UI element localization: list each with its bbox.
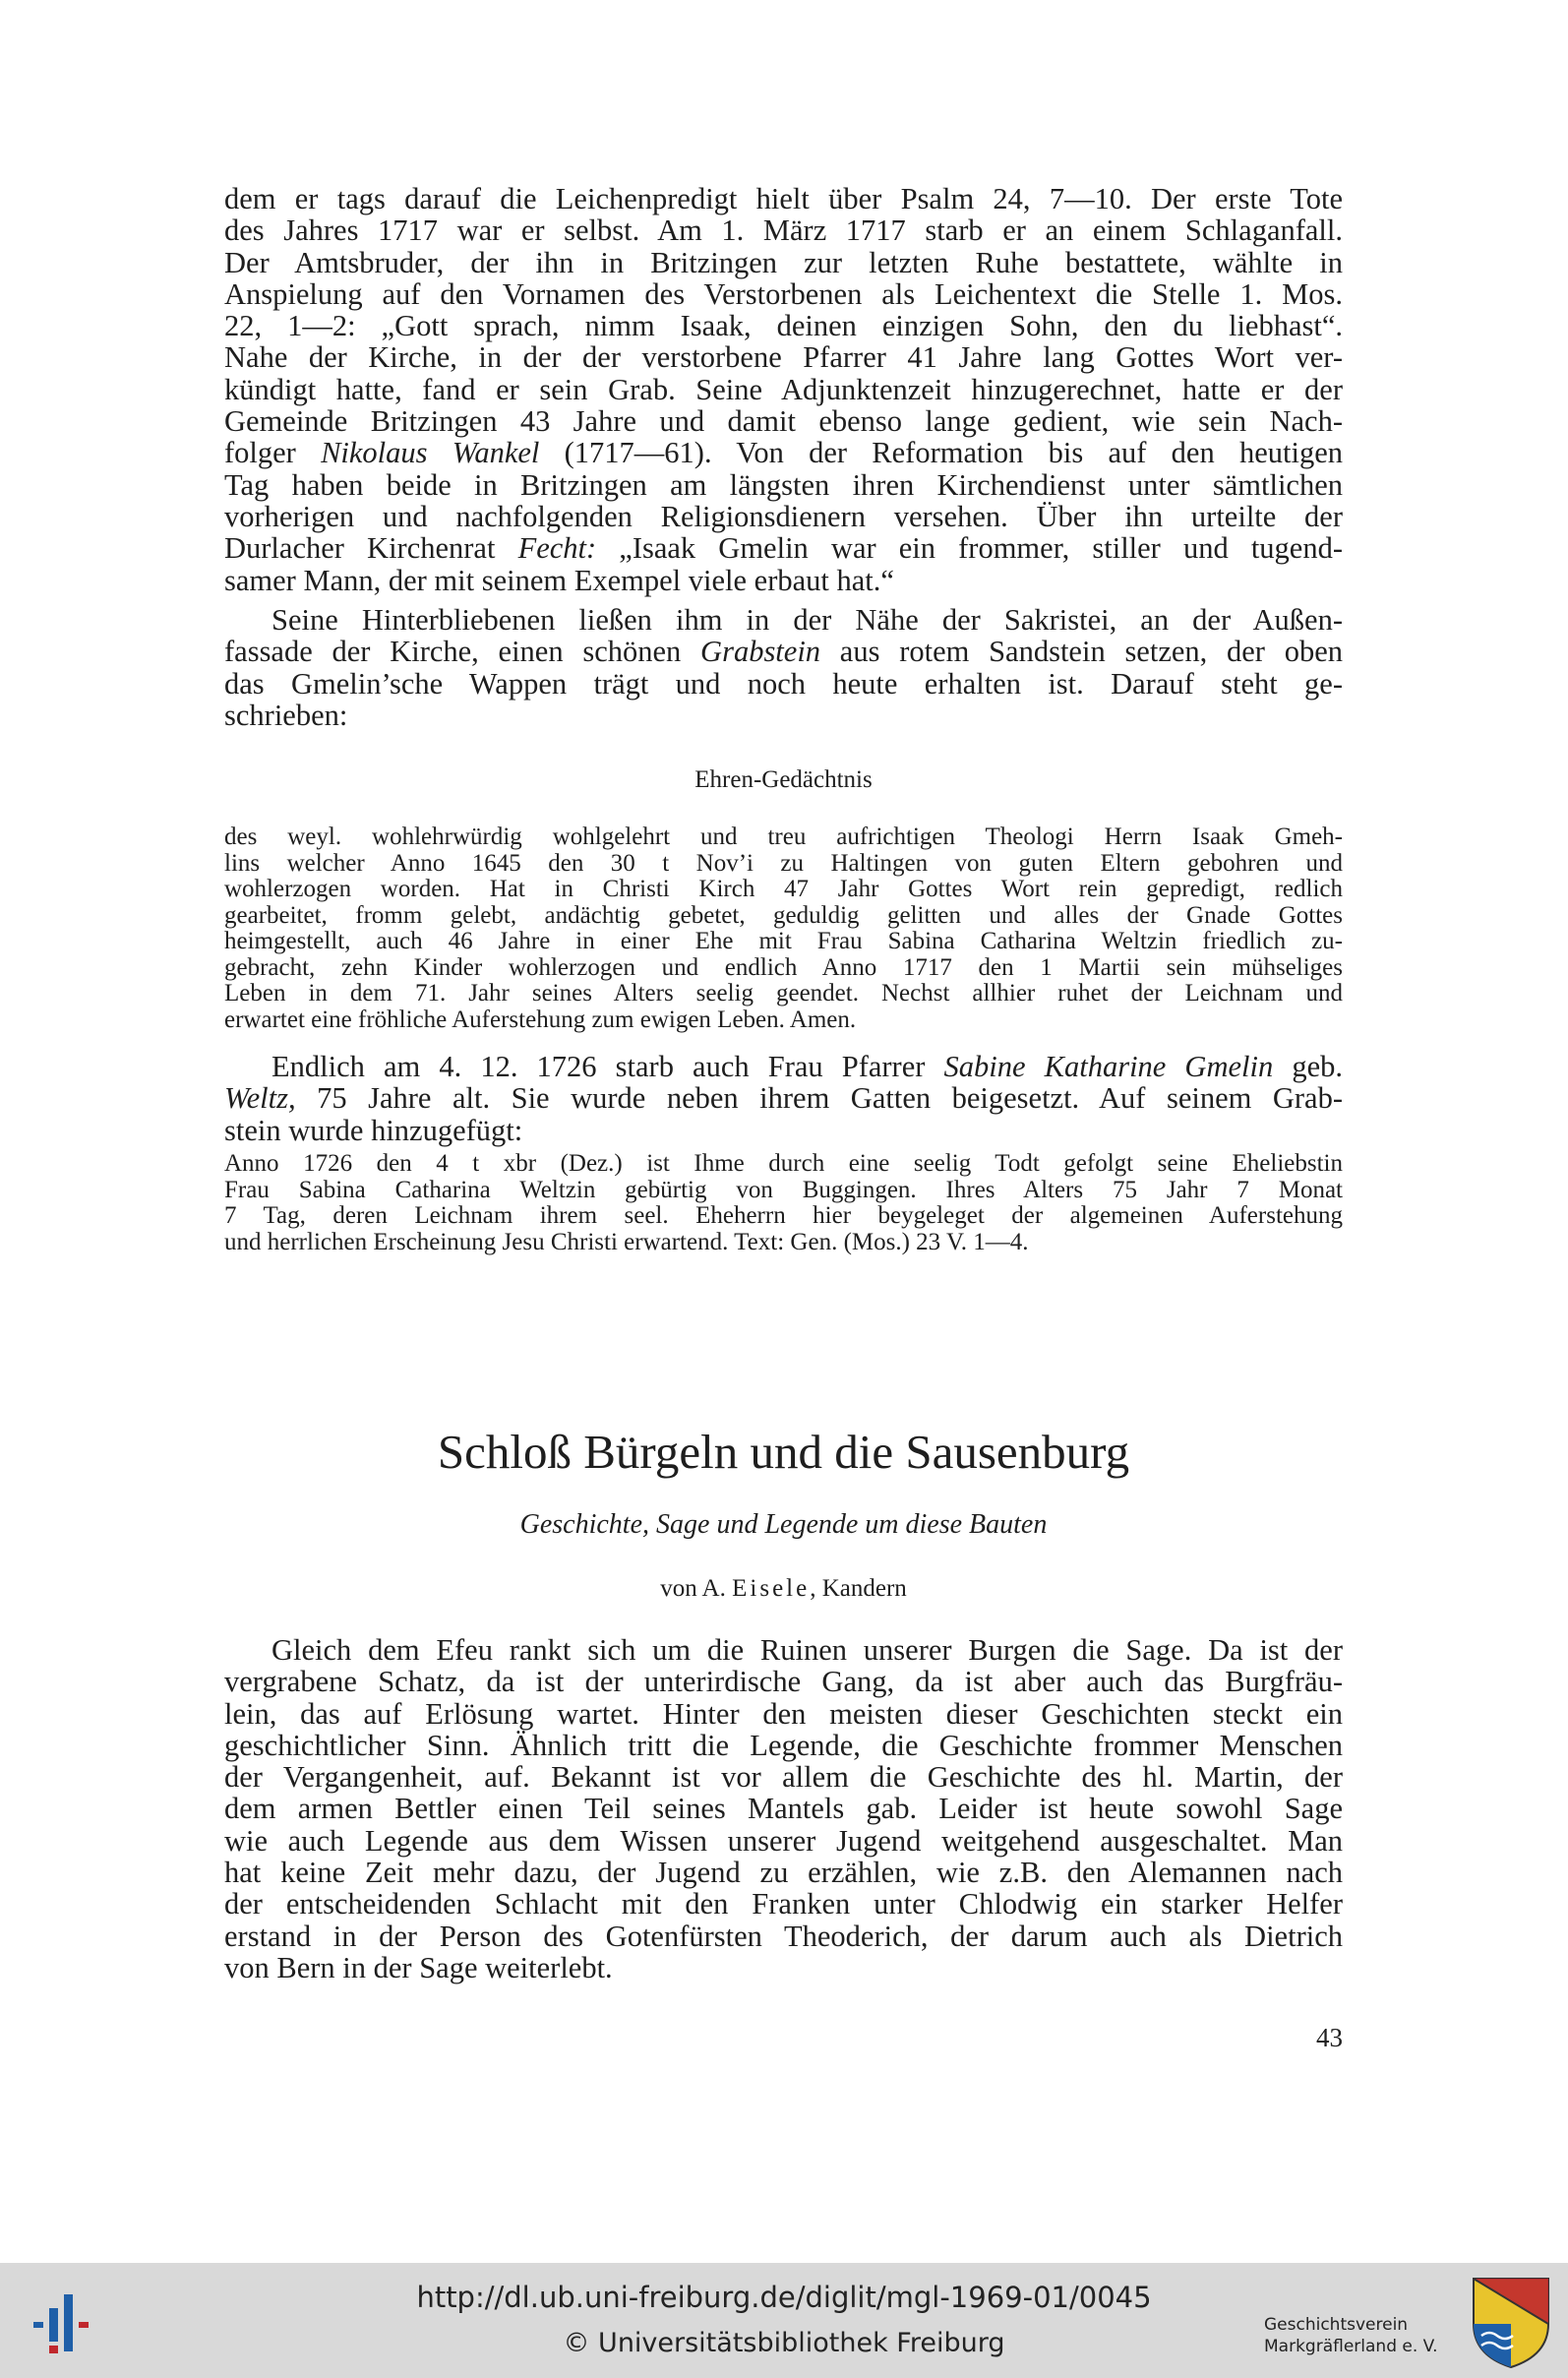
text-line: Leben in dem 71. Jahr seines Alters seelig geendet. Nechst allhier ruhet der Leichnam und [224,980,1343,1006]
article-body [224,1634,1343,1983]
text-segment: „Isaak Gmelin war ein frommer, stiller und tugend- [596,531,1344,566]
footer-url-link[interactable]: http://dl.ub.uni-freiburg.de/diglit/mgl-1969-01/0045 [416,2281,1152,2314]
text-line: stein wurde hinzugefügt: [224,1113,523,1147]
text-line: samer Mann, der mit seinem Exempel viele erbaut hat.“ [224,563,894,597]
article-title: Schloß Bürgeln und die Sausenburg [437,1425,1130,1479]
text-line: wohlerzogen worden. Hat in Christi Kirch 47 Jahr Gottes Wort rein gepredigt, redlich [224,876,1343,902]
page-number: 43 [1316,2023,1343,2052]
text-line: schrieben: [224,698,348,732]
text-line: gearbeitet, fromm gelebt, andächtig gebetet, geduldig gelitten und alles der Gnade Gottes [224,901,1343,929]
text-segment: aus rotem Sandstein setzen, der oben [820,635,1343,669]
text-line: vergrabene Schatz, da ist der unterirdische Gang, da ist aber auch das Burgfräu- [224,1665,1343,1699]
text-segment: Durlacher Kirchenrat [224,531,518,566]
text-line: 7 Tag, deren Leichnam ihrem seel. Eheherrn hier beygeleget der algemeinen Auferstehung [224,1202,1343,1229]
inscription-title: Ehren-Gedächtnis [694,766,873,793]
person-name-italic: Weltz, [224,1081,296,1116]
inscription-addition [224,1151,1343,1255]
text-line: des Jahres 1717 war er selbst. Am 1. März 1717 starb er an einem Schlaganfall. [224,213,1343,248]
paragraph-wife-death [224,1051,1343,1146]
text-line: heimgestellt, auch 46 Jahre in einer Ehe mit Frau Sabina Catharina Weltzin friedlich zu- [224,928,1343,954]
person-name-italic: Nikolaus Wankel [321,436,540,470]
paragraph-gravestone [224,604,1343,731]
text-line: lein, das auf Erlösung wartet. Hinter den meisten dieser Geschichten steckt ein [224,1696,1343,1731]
term-italic: Grabstein [700,635,821,669]
text-line: der Vergangenheit, auf. Bekannt ist vor allem die Geschichte des hl. Martin, der [224,1760,1343,1795]
text-line: Gleich dem Efeu rankt sich um die Ruinen unserer Burgen die Sage. Da ist der [271,1633,1343,1667]
text-segment: geb. [1273,1050,1344,1083]
person-name-italic: Sabine Katharine Gmelin [943,1050,1274,1083]
text-line: wie auch Legende aus dem Wissen unserer Jugend weitgehend ausgeschaltet. Man [224,1823,1343,1858]
text-segment: 75 Jahre alt. Sie wurde neben ihrem Gatten beigesetzt. Auf seinem Grab- [295,1081,1343,1116]
text-line: Gemeinde Britzingen 43 Jahre und damit ebenso lange gedient, wie sein Nach- [224,404,1343,439]
footer-bar [0,2263,1568,2378]
text-line [224,636,1343,667]
text-line: 22, 1—2: „Gott sprach, nimm Isaak, deinen einzigen Sohn, den du liebhast“. [224,309,1343,343]
text-line: Frau Sabina Catharina Weltzin gebürtig von Buggingen. Ihres Alters 75 Jahr 7 Monat [224,1176,1343,1203]
text-line: lins welcher Anno 1645 den 30 t Nov’i zu Haltingen von guten Eltern gebohren und [224,849,1343,877]
text-segment: Endlich am 4. 12. 1726 starb auch Frau Pfarrer [271,1050,944,1083]
byline-suffix: , Kandern [810,1575,907,1602]
text-segment: (1717—61). Von der Reformation bis auf den heutigen [539,436,1343,470]
text-line: Der Amtsbruder, der ihn in Britzingen zur letzten Ruhe bestattete, wählte in [224,245,1343,279]
text-line: geschichtlicher Sinn. Ähnlich tritt die Legende, die Geschichte frommer Menschen [224,1728,1343,1762]
text-line: kündigt hatte, fand er sein Grab. Seine Adjunktenzeit hinzugerechnet, hatte er der [224,372,1343,406]
footer-org-name [1264,2314,1438,2357]
text-line: und herrlichen Erscheinung Jesu Christi erwartend. Text: Gen. (Mos.) 23 V. 1—4. [224,1228,1029,1255]
text-line: dem er tags darauf die Leichenpredigt hielt über Psalm 24, 7—10. Der erste Tote [224,182,1343,215]
text-line: Nahe der Kirche, in der der verstorbene Pfarrer 41 Jahre lang Gottes Wort ver- [224,340,1343,375]
article-byline [224,1574,1343,1604]
text-line: hat keine Zeit mehr dazu, der Jugend zu erzählen, wie z.B. den Alemannen nach [224,1856,1343,1890]
text-line [224,1051,1343,1082]
text-segment: fassade der Kirche, einen schönen [224,635,701,669]
text-line: vorherigen und nachfolgenden Religionsdienern versehen. Über ihn urteilte der [224,499,1343,533]
footer-copyright: © Universitätsbibliothek Freiburg [563,2328,1005,2358]
byline-prefix: von A. [660,1575,733,1602]
text-line: Anspielung auf den Vornamen des Verstorbenen als Leichentext die Stelle 1. Mos. [224,276,1343,311]
text-line: erwartet eine fröhliche Auferstehung zum ewigen Leben. Amen. [224,1006,857,1033]
text-segment: folger [224,436,322,470]
author-name: Eisele [732,1575,811,1602]
text-line: dem armen Bettler einen Teil seines Mantels gab. Leider ist heute sowohl Sage [224,1792,1343,1826]
text-line: gebracht, zehn Kinder wohlerzogen und endlich Anno 1717 den 1 Martii sein mühseliges [224,953,1343,981]
org-line: Geschichtsverein [1264,2315,1409,2335]
text-line: der entscheidenden Schlacht mit den Franken unter Chlodwig ein starker Helfer [224,1887,1343,1921]
text-line: das Gmelin’sche Wappen trägt und noch heute erhalten ist. Darauf steht ge- [224,666,1343,701]
text-line: von Bern in der Sage weiterlebt. [224,1950,613,1984]
text-line: Seine Hinterbliebenen ließen ihm in der Nähe der Sakristei, an der Außen- [271,603,1343,637]
text-line [224,532,1343,564]
inscription-text [224,824,1343,1033]
article-subtitle: Geschichte, Sage und Legende um diese Bauten [519,1509,1048,1540]
paragraph-gmelin-death [224,183,1343,596]
person-name-italic: Fecht: [517,531,597,566]
text-line [224,1082,1343,1114]
coat-of-arms-icon [1470,2275,1552,2369]
text-line: Anno 1726 den 4 t xbr (Dez.) ist Ihme durch eine seelig Todt gefolgt seine Eheliebstin [224,1150,1343,1177]
text-line: des weyl. wohlehrwürdig wohlgelehrt und treu aufrichtigen Theologi Herrn Isaak Gmeh- [224,823,1343,850]
text-line: erstand in der Person des Gotenfürsten Theoderich, der darum auch als Dietrich [224,1919,1343,1953]
org-line: Markgräflerland e. V. [1264,2337,1438,2356]
text-line: Tag haben beide in Britzingen am längsten ihren Kirchendienst unter sämtlichen [224,467,1343,502]
text-line [224,437,1343,468]
